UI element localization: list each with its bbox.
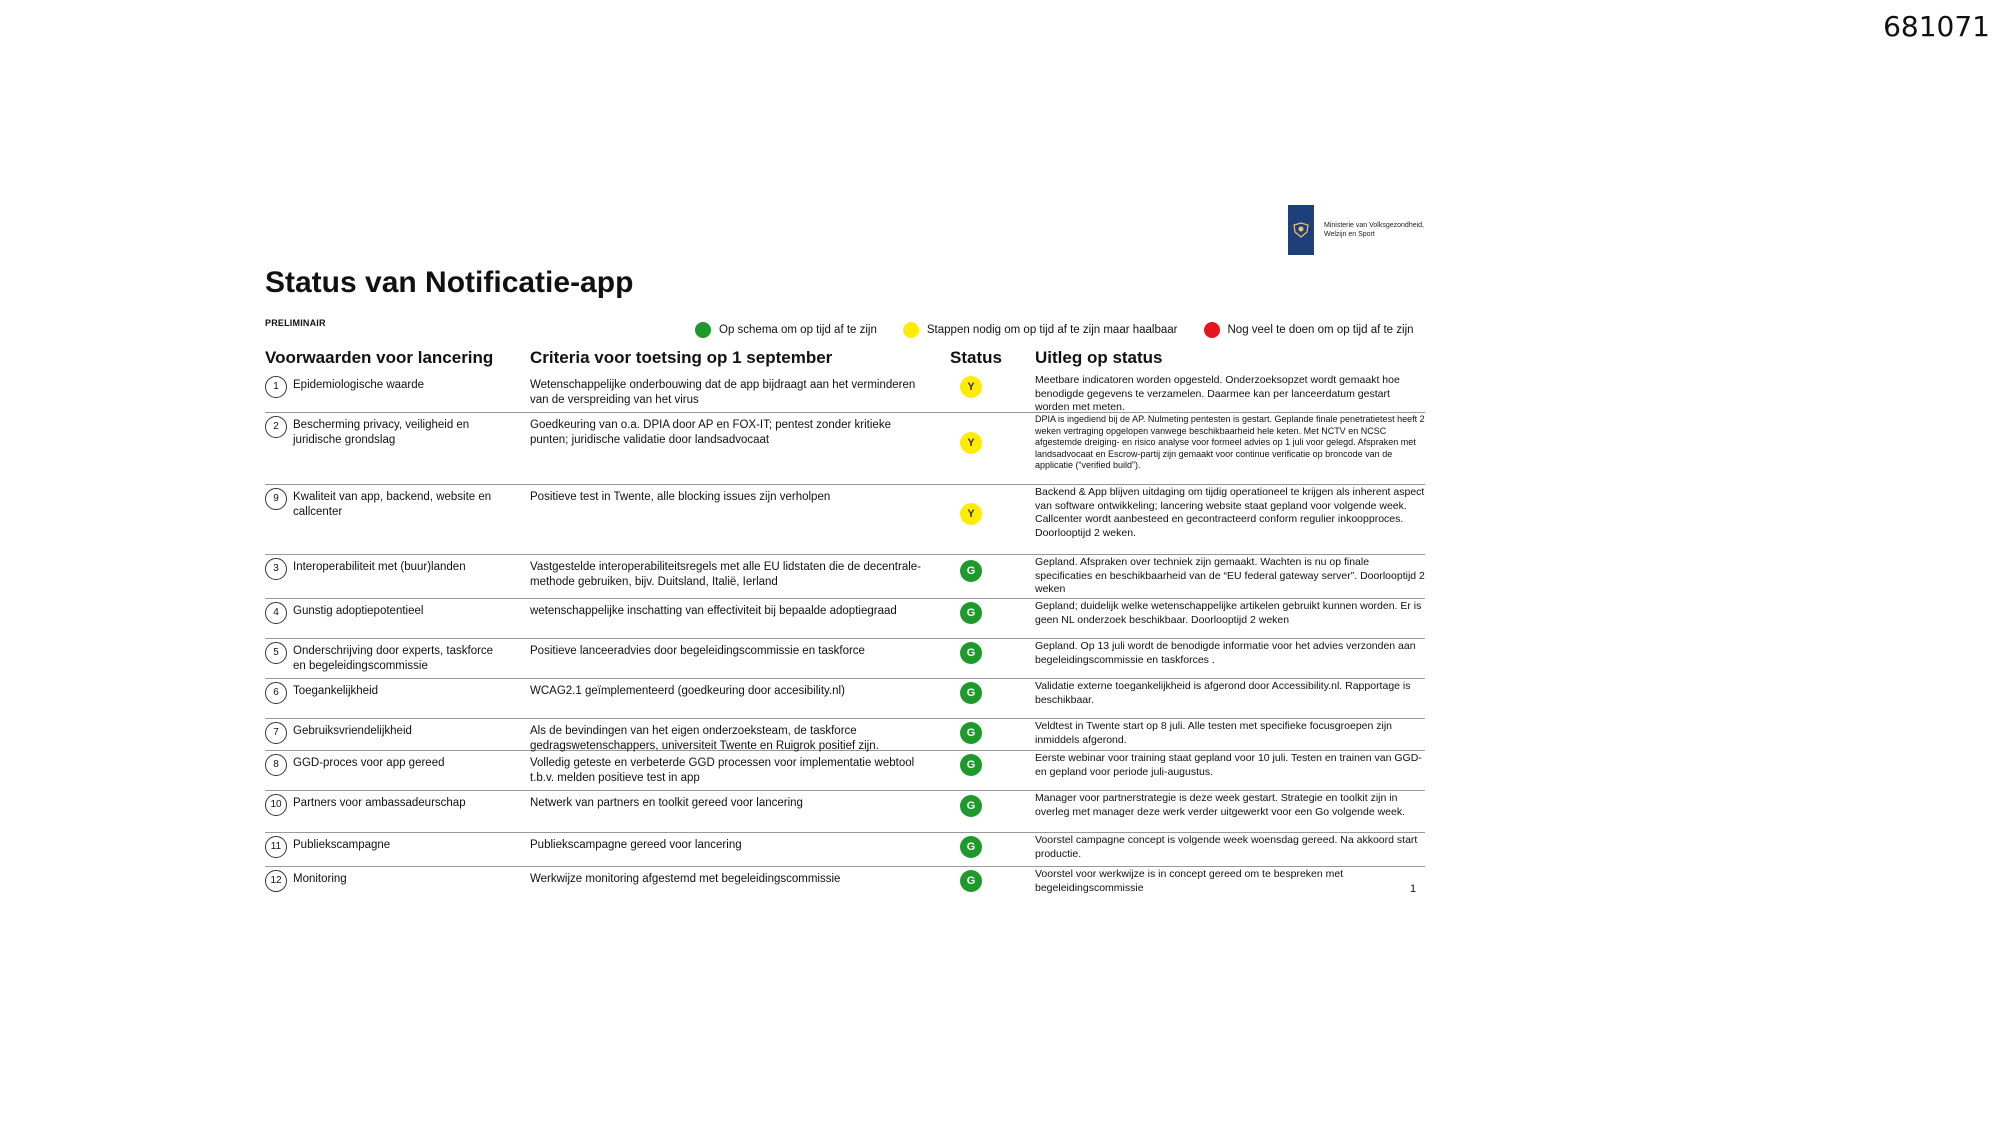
table-row <box>265 598 1425 639</box>
condition-cell: Onderschrijving door experts, taskforce en begeleidingscommissie <box>293 645 494 672</box>
preliminary-label: PRELIMINAIR <box>265 318 326 328</box>
row-number-badge: 1 <box>265 376 287 398</box>
condition-cell: Gebruiksvriendelijkheid <box>293 725 412 737</box>
row-number-badge: 12 <box>265 870 287 892</box>
status-legend <box>695 322 1414 338</box>
row-number-badge: 11 <box>265 836 287 858</box>
coat-of-arms-icon <box>1288 205 1314 255</box>
ministry-name-line2: Welzijn en Sport <box>1324 231 1375 238</box>
table-row <box>265 484 1425 555</box>
row-number-badge: 3 <box>265 558 287 580</box>
status-indicator: G <box>960 836 982 858</box>
legend-item-green <box>695 322 877 338</box>
status-indicator: G <box>960 602 982 624</box>
table-row <box>265 678 1425 719</box>
green-dot-icon <box>695 322 711 338</box>
condition-cell: Partners voor ambassadeurschap <box>293 797 466 809</box>
row-number-badge: 4 <box>265 602 287 624</box>
row-number-badge: 9 <box>265 488 287 510</box>
criteria-cell: Netwerk van partners en toolkit gereed voor lancering <box>530 797 803 809</box>
condition-cell: Interoperabiliteit met (buur)landen <box>293 561 466 573</box>
criteria-cell: Positieve test in Twente, alle blocking issues zijn verholpen <box>530 491 831 503</box>
explanation-cell: Voorstel campagne concept is volgende week woensdag gereed. Na akkoord start productie. <box>1035 834 1418 860</box>
table-row <box>265 554 1425 599</box>
status-indicator: Y <box>960 376 982 398</box>
table-row <box>265 638 1425 679</box>
explanation-cell: Gepland. Afspraken over techniek zijn gemaakt. Wachten is nu op finale specificaties en beschikbaarheid van de “EU federal gateway server”. Doorlooptijd 2 weken <box>1035 556 1425 595</box>
criteria-cell: wetenschappelijke inschatting van effectiviteit bij bepaalde adoptiegraad <box>530 605 897 617</box>
table-row <box>265 718 1425 751</box>
page-number: 1 <box>1410 883 1417 895</box>
row-number-badge: 5 <box>265 642 287 664</box>
status-indicator: G <box>960 795 982 817</box>
legend-label-yellow: Stappen nodig om op tijd af te zijn maar haalbaar <box>926 324 1178 336</box>
row-number-badge: 2 <box>265 416 287 438</box>
table-row <box>265 866 1425 900</box>
criteria-cell: Als de bevindingen van het eigen onderzoeksteam, de taskforce gedragswetenschappers, universiteit Twente en Ruigrok positief zijn. <box>530 725 879 752</box>
ministry-name-line1: Ministerie van Volksgezondheid, <box>1324 222 1425 229</box>
explanation-cell: Gepland. Op 13 juli wordt de benodigde informatie voor het advies verzonden aan begeleidingscommissie en taskforces . <box>1035 640 1416 666</box>
condition-cell: Gunstig adoptiepotentieel <box>293 605 424 617</box>
status-indicator: G <box>960 754 982 776</box>
explanation-cell: Manager voor partnerstrategie is deze week gestart. Strategie en toolkit zijn in overleg met manager deze werk verder uitgewerkt voor een Go volgende week. <box>1035 792 1406 818</box>
explanation-cell: Gepland; duidelijk welke wetenschappelijke artikelen gebruikt kunnen worden. Er is geen NL onderzoek beschikbaar. Doorlooptijd 2 weken <box>1035 600 1422 626</box>
row-number-badge: 6 <box>265 682 287 704</box>
explanation-cell: Meetbare indicatoren worden opgesteld. Onderzoeksopzet wordt gemaakt hoe benodigde gegevens te verzamelen. Daarmee kan per lanceerdatum gestart worden met meten. <box>1035 374 1400 413</box>
table-row <box>265 372 1425 413</box>
status-indicator: Y <box>960 432 982 454</box>
criteria-cell: Positieve lanceeradvies door begeleidingscommissie en taskforce <box>530 645 865 657</box>
criteria-cell: Publiekscampagne gereed voor lancering <box>530 839 742 851</box>
ministry-name <box>1324 221 1434 239</box>
explanation-cell: Voorstel voor werkwijze is in concept gereed om te bespreken met begeleidingscommissie <box>1035 868 1344 894</box>
document-id: 681071 <box>1883 10 1990 43</box>
header-explanation: Uitleg op status <box>1035 348 1163 367</box>
explanation-cell: DPIA is ingediend bij de AP. Nulmeting pentesten is gestart. Geplande finale penetratietest heeft 2 weken vertraging opgelopen vanwege beschikbaarheid hele keten. Met NCTV en NCSC afgestemde dreiging- en risico analyse voor formeel advies op 1 juli voor gelegd. Afspraken met landsadvocaat en Escrow-partij zijn gemaakt voor continue verificatie op broncode van de applicatie (“verified build”). <box>1035 414 1425 470</box>
criteria-cell: Volledig geteste en verbeterde GGD processen voor implementatie webtool t.b.v. melden positieve test in app <box>530 757 915 784</box>
criteria-cell: WCAG2.1 geïmplementeerd (goedkeuring door accesibility.nl) <box>530 685 845 697</box>
status-indicator: G <box>960 642 982 664</box>
table-row <box>265 412 1425 485</box>
row-number-badge: 8 <box>265 754 287 776</box>
criteria-cell: Goedkeuring van o.a. DPIA door AP en FOX-IT; pentest zonder kritieke punten; juridische validatie door landsadvocaat <box>530 419 891 446</box>
condition-cell: Monitoring <box>293 873 347 885</box>
legend-label-green: Op schema om op tijd af te zijn <box>719 324 877 336</box>
red-dot-icon <box>1204 322 1220 338</box>
condition-cell: Publiekscampagne <box>293 839 391 851</box>
legend-item-yellow <box>903 322 1178 338</box>
header-criteria: Criteria voor toetsing op 1 september <box>530 348 833 367</box>
status-indicator: Y <box>960 503 982 525</box>
legend-item-red <box>1204 322 1414 338</box>
condition-cell: Kwaliteit van app, backend, website en callcenter <box>293 491 492 518</box>
table-row <box>265 832 1425 867</box>
criteria-cell: Wetenschappelijke onderbouwing dat de app bijdraagt aan het verminderen van de verspreiding van het virus <box>530 379 916 406</box>
table-row <box>265 750 1425 791</box>
header-condition: Voorwaarden voor lancering <box>265 348 494 367</box>
criteria-cell: Vastgestelde interoperabiliteitsregels met alle EU lidstaten die de decentrale-methode gebruiken, bijv. Duitsland, Italië, Ierland <box>530 561 922 588</box>
row-number-badge: 10 <box>265 794 287 816</box>
table-row <box>265 790 1425 833</box>
explanation-cell: Veldtest in Twente start op 8 juli. Alle testen met specifieke focusgroepen zijn inmiddels afgerond. <box>1035 720 1393 746</box>
status-indicator: G <box>960 870 982 892</box>
condition-cell: Bescherming privacy, veiligheid en juridische grondslag <box>293 419 470 446</box>
yellow-dot-icon <box>903 322 919 338</box>
ministry-logo <box>1288 205 1434 255</box>
criteria-cell: Werkwijze monitoring afgestemd met begeleidingscommissie <box>530 873 841 885</box>
explanation-cell: Validatie externe toegankelijkheid is afgerond door Accessibility.nl. Rapportage is beschikbaar. <box>1035 680 1411 706</box>
explanation-cell: Backend & App blijven uitdaging om tijdig operationeel te krijgen als inherent aspect van software ontwikkeling; lancering website staat gepland voor volgende week. Callcenter wordt aanbesteed en gecontracteerd conform regulier inkoopproces. Doorlooptijd 2 weken. <box>1035 486 1425 539</box>
page-title: Status van Notificatie-app <box>265 266 634 299</box>
status-indicator: G <box>960 682 982 704</box>
condition-cell: GGD-proces voor app gereed <box>293 757 445 769</box>
condition-cell: Epidemiologische waarde <box>293 379 425 391</box>
header-status: Status <box>950 348 1002 367</box>
legend-label-red: Nog veel te doen om op tijd af te zijn <box>1227 324 1414 336</box>
explanation-cell: Eerste webinar voor training staat gepland voor 10 juli. Testen en trainen van GGD-en gepland voor periode juli-augustus. <box>1035 752 1422 778</box>
condition-cell: Toegankelijkheid <box>293 685 379 697</box>
status-indicator: G <box>960 722 982 744</box>
status-indicator: G <box>960 560 982 582</box>
row-number-badge: 7 <box>265 722 287 744</box>
